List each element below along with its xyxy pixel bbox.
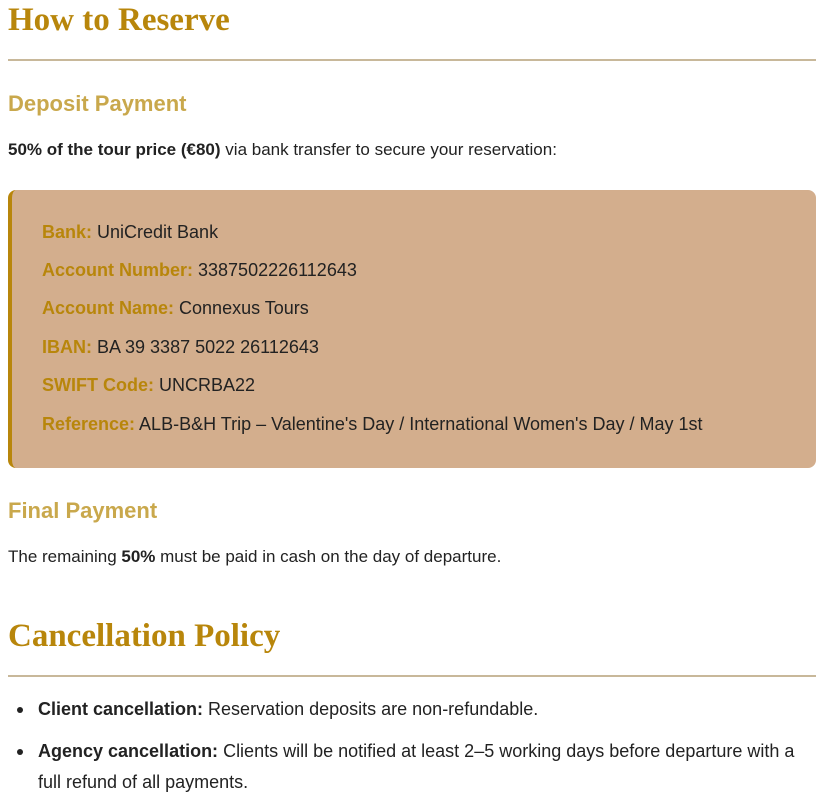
account-name-value: Connexus Tours [174,298,309,318]
divider [8,675,816,677]
iban-line [42,335,319,359]
how-to-reserve-heading: How to Reserve [8,2,230,38]
bullet-icon [17,749,23,755]
account-name-line [42,296,309,320]
account-number-label: Account Number: [42,260,194,280]
reference-label: Reference: [42,414,136,434]
final-payment-text [8,545,501,569]
list-item-title: Agency cancellation: [38,741,219,761]
iban-label: IBAN: [42,337,92,357]
account-number-value: 3387502226112643 [193,260,357,280]
deposit-intro-text: via bank transfer to secure your reservation: [220,140,557,159]
list-item-title: Client cancellation: [38,699,204,719]
final-percent: 50% [121,547,156,566]
iban-value: BA 39 3387 5022 26112643 [92,337,319,357]
cancellation-list [8,694,816,798]
final-payment-heading: Final Payment [8,498,158,523]
list-item-text: Reservation deposits are non-refundable. [203,699,539,719]
reference-value: ALB-B&H Trip – Valentine's Day / International Women's Day / May 1st [135,414,703,434]
swift-label: SWIFT Code: [42,375,154,395]
final-text-pre: The remaining [8,547,122,566]
deposit-amount: 50% of the tour price (€80) [8,140,221,159]
cancellation-policy-heading: Cancellation Policy [8,618,281,654]
list-item [8,736,816,798]
bullet-icon [17,707,23,713]
swift-line [42,373,255,397]
list-item [8,694,816,725]
swift-value: UNCRBA22 [153,375,256,395]
bank-line [42,220,218,244]
deposit-payment-heading: Deposit Payment [8,91,187,116]
bank-value: UniCredit Bank [92,222,219,242]
list-item-text: Clients will be notified at least 2–5 working days before departure with a full refund of all payments. [38,741,795,792]
account-number-line [42,258,357,282]
bank-details-box [8,190,816,468]
final-text-post: must be paid in cash on the day of departure. [155,547,502,566]
deposit-intro [8,138,557,162]
account-name-label: Account Name: [42,298,175,318]
reference-line [42,412,703,436]
divider [8,59,816,61]
bank-label: Bank: [42,222,93,242]
